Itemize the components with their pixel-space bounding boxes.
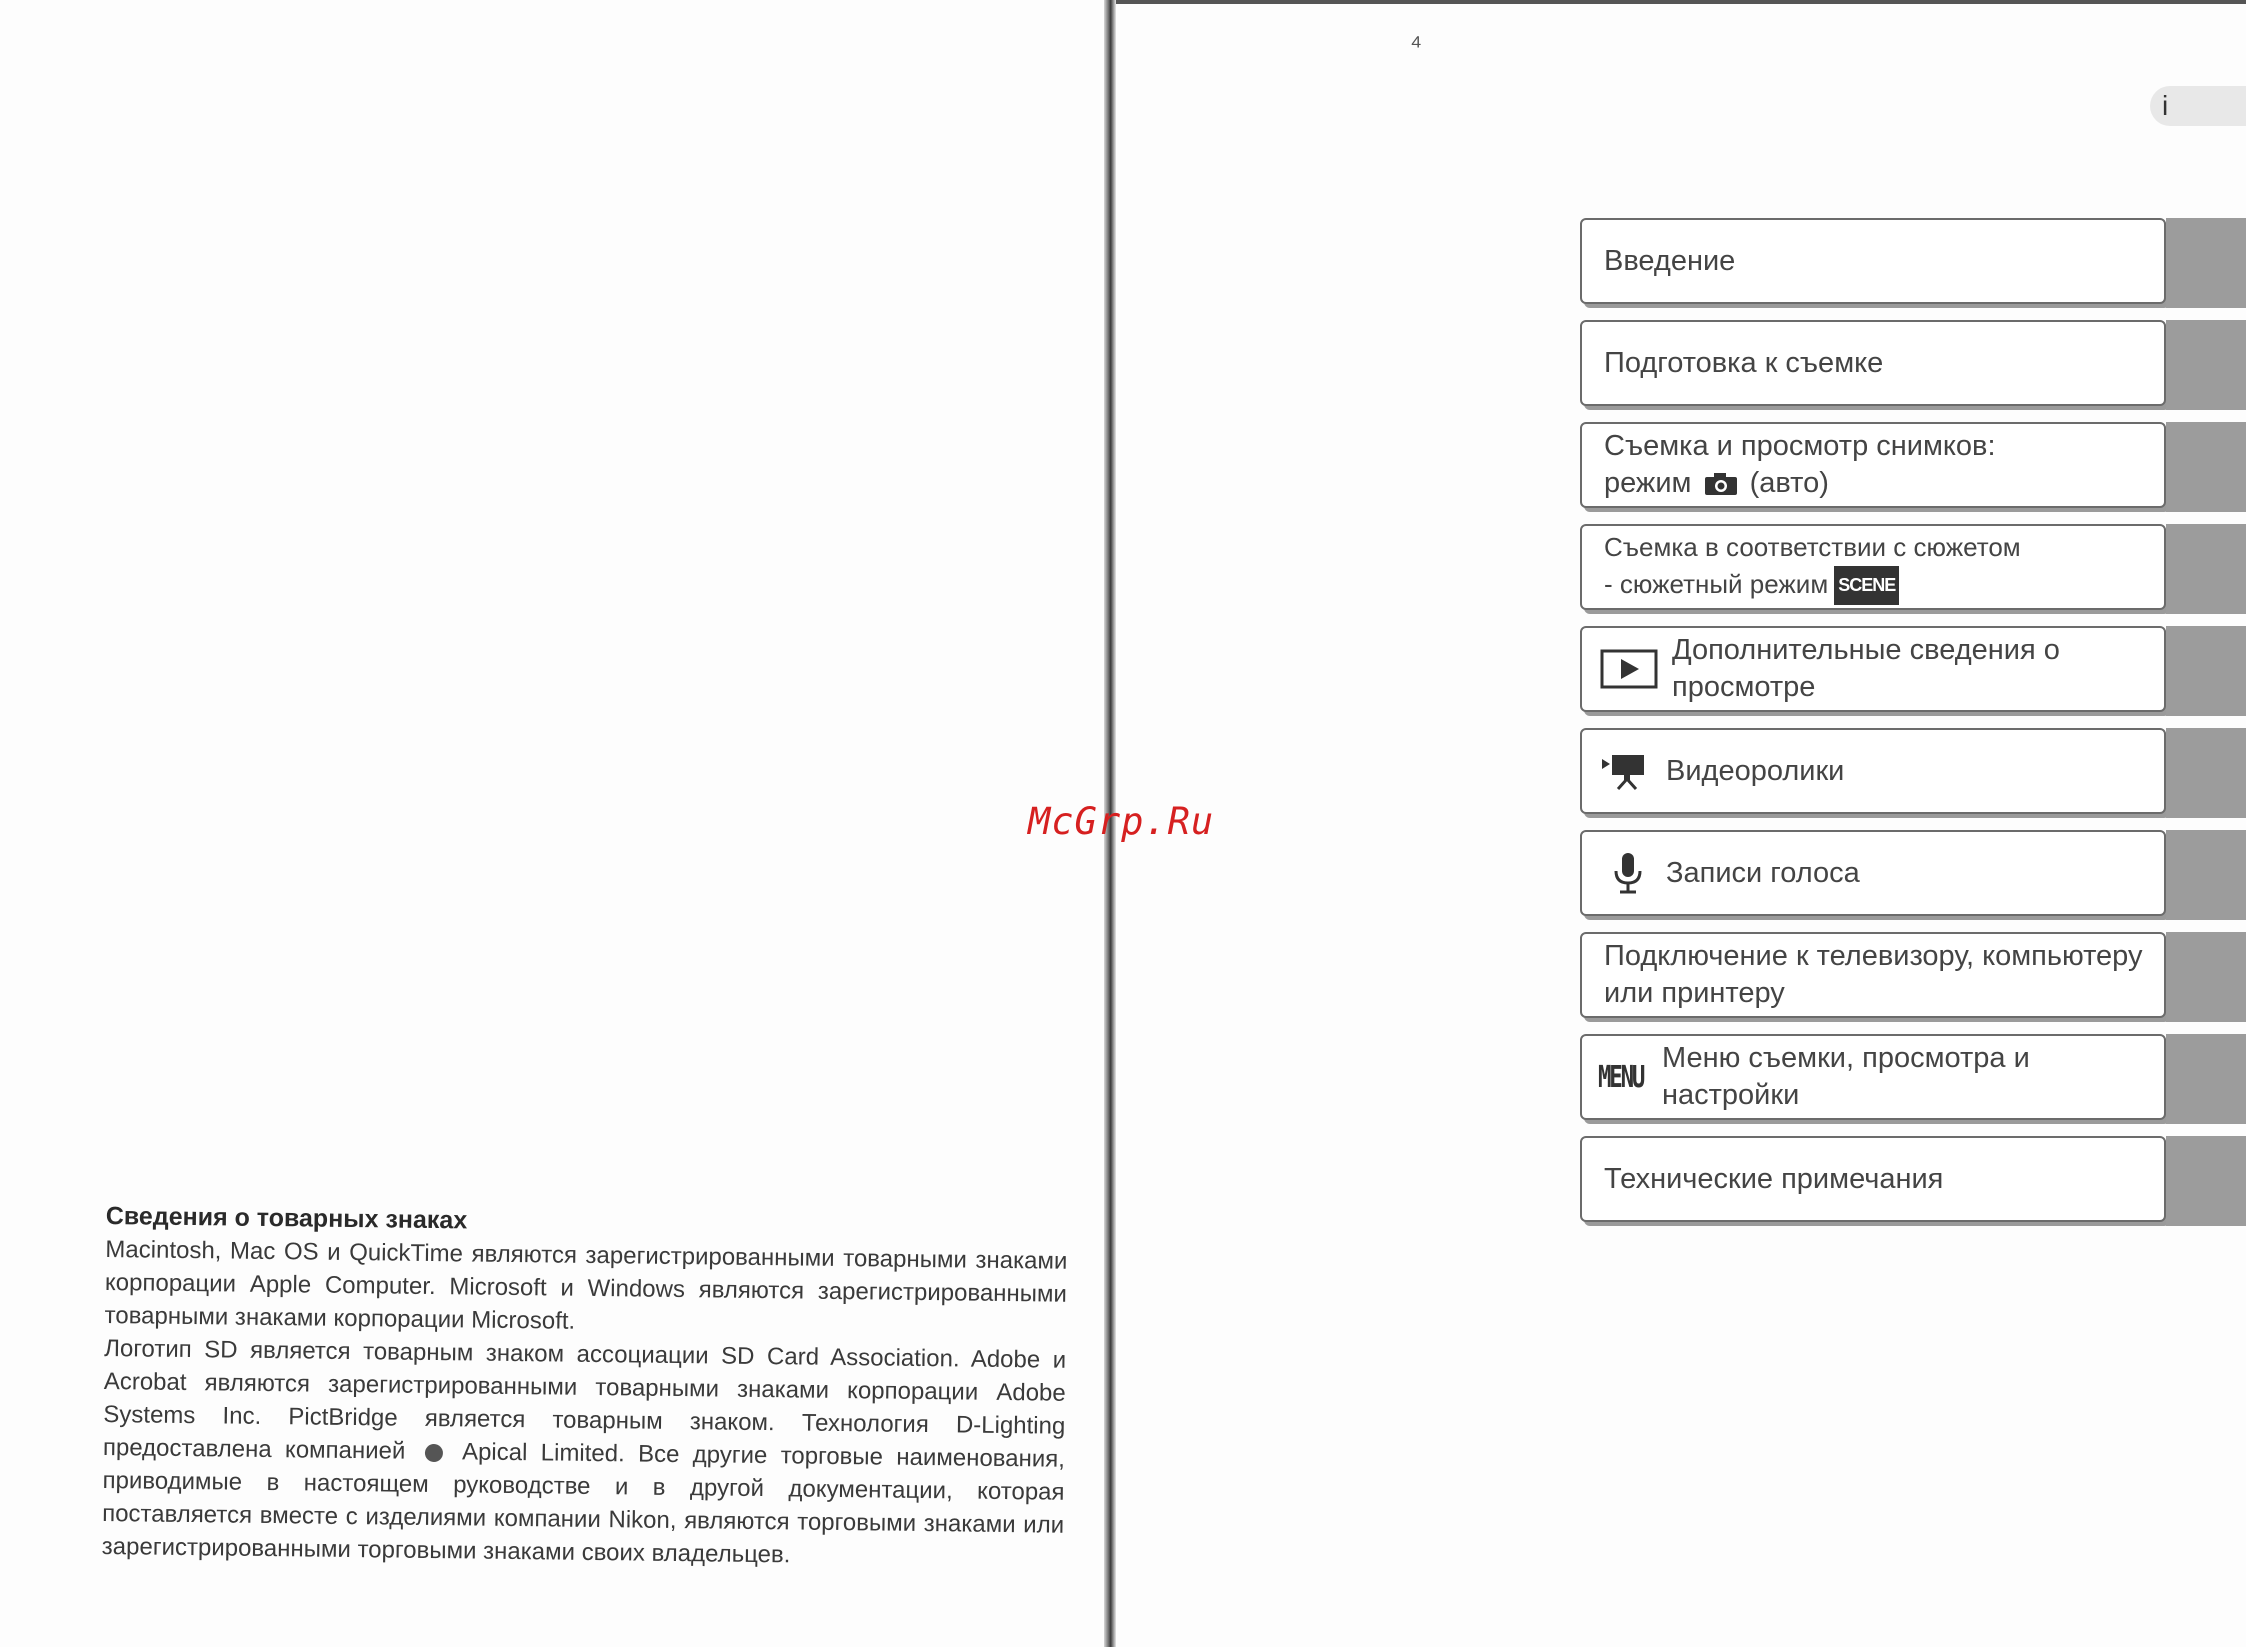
toc-box <box>1580 320 2166 406</box>
toc-tab <box>2166 422 2246 512</box>
toc-label-line1: Съемка в соответствии с сюжетом <box>1604 531 2021 562</box>
toc-label <box>1604 529 2021 606</box>
toc-tab <box>2166 524 2246 614</box>
toc-box <box>1580 524 2166 610</box>
left-page <box>0 0 1108 1647</box>
toc-tab <box>2166 932 2246 1022</box>
toc-tab <box>2166 830 2246 920</box>
toc-label-line2 <box>1604 465 1996 502</box>
toc-label-line2a: - сюжетный режим <box>1604 568 1829 599</box>
toc-tab <box>2166 1034 2246 1124</box>
toc-box <box>1580 626 2166 712</box>
toc-item-scene-mode[interactable] <box>1580 524 2246 614</box>
toc-box <box>1580 830 2166 916</box>
microphone-icon <box>1604 851 1652 895</box>
trademark-paragraph-2 <box>102 1332 1067 1575</box>
toc-label: Введение <box>1604 244 1736 277</box>
toc-item-voice-recordings[interactable] <box>1580 830 2246 920</box>
toc-box <box>1580 422 2166 508</box>
toc-label: Подключение к телевизору, компьютеру или принтеру <box>1604 940 2143 1009</box>
toc-item-movies[interactable] <box>1580 728 2246 818</box>
trademark-paragraph-2-tail: Apical Limited. Все другие торговые наименования, приводимые в настоящем руководстве и в другой документации, которая поставляется вместе с изделиями компании Nikon, являются торговыми знаками или зарегистрированными торговыми знаками своих владельцев. <box>101 1438 1066 1569</box>
toc-tab <box>2166 626 2246 716</box>
watermark: McGrp.Ru <box>1028 800 1215 843</box>
toc-tab <box>2166 1136 2246 1226</box>
toc-tab <box>2166 728 2246 818</box>
toc-label-line2b: (авто) <box>1749 467 1829 499</box>
toc-item-introduction[interactable] <box>1580 218 2246 308</box>
page-number: i <box>2150 86 2246 126</box>
toc-item-shooting-auto[interactable] <box>1580 422 2246 512</box>
toc-label: Записи голоса <box>1666 856 1860 889</box>
menu-glyph: MENU <box>1598 1059 1644 1095</box>
toc-label-line2a: режим <box>1604 467 1692 499</box>
toc-tab <box>2166 320 2246 410</box>
toc-item-preparation[interactable] <box>1580 320 2246 410</box>
toc-box <box>1580 932 2166 1018</box>
camera-icon <box>1704 472 1738 496</box>
toc-label: Технические примечания <box>1604 1162 1944 1195</box>
scene-icon: SCENE <box>1834 566 1899 605</box>
toc-item-connections[interactable] <box>1580 932 2246 1022</box>
toc-item-technical-notes[interactable] <box>1580 1136 2246 1226</box>
apical-logo-icon <box>425 1444 443 1462</box>
trademark-paragraph-1: Macintosh, Mac OS и QuickTime являются зарегистрированными товарными знаками корпорации Apple Computer. Microsoft и Windows являются зарегистрированными товарными знаками корпорации Microsoft. <box>104 1235 1068 1335</box>
menu-icon <box>1598 1060 1662 1095</box>
toc-label: Видеоролики <box>1666 754 1845 787</box>
toc-item-menus[interactable] <box>1580 1034 2246 1124</box>
toc-label-line2 <box>1604 566 2021 606</box>
toc-label: Дополнительные сведения о просмотре <box>1672 634 2060 703</box>
toc-box <box>1580 728 2166 814</box>
toc-label: Меню съемки, просмотра и настройки <box>1662 1042 2030 1111</box>
toc-box <box>1580 1136 2166 1222</box>
toc-box <box>1580 218 2166 304</box>
trademark-notice <box>102 1200 1068 1575</box>
toc-box <box>1580 1034 2166 1120</box>
toc-label-line1: Съемка и просмотр снимков: <box>1604 430 1996 462</box>
toc-label: Подготовка к съемке <box>1604 346 1884 379</box>
toc-label <box>1604 428 1996 502</box>
trademark-heading: Сведения о товарных знаках <box>105 1201 468 1235</box>
trademark-paragraph-2-text: Логотип SD является товарным знаком ассоциации SD Card Association. Adobe и Acrobat являются зарегистрированными товарными знаками корпорации Adobe Systems Inc. PictBridge является товарным знаком. Технология D-Lighting предоставлена компанией <box>102 1334 1067 1465</box>
page-top-edge <box>1116 0 2246 4</box>
scan-speck: ⁴ <box>1410 30 1423 61</box>
toc-item-playback[interactable] <box>1580 626 2246 716</box>
toc-tab <box>2166 218 2246 308</box>
playback-icon <box>1600 649 1658 689</box>
movie-camera-icon <box>1600 751 1652 791</box>
